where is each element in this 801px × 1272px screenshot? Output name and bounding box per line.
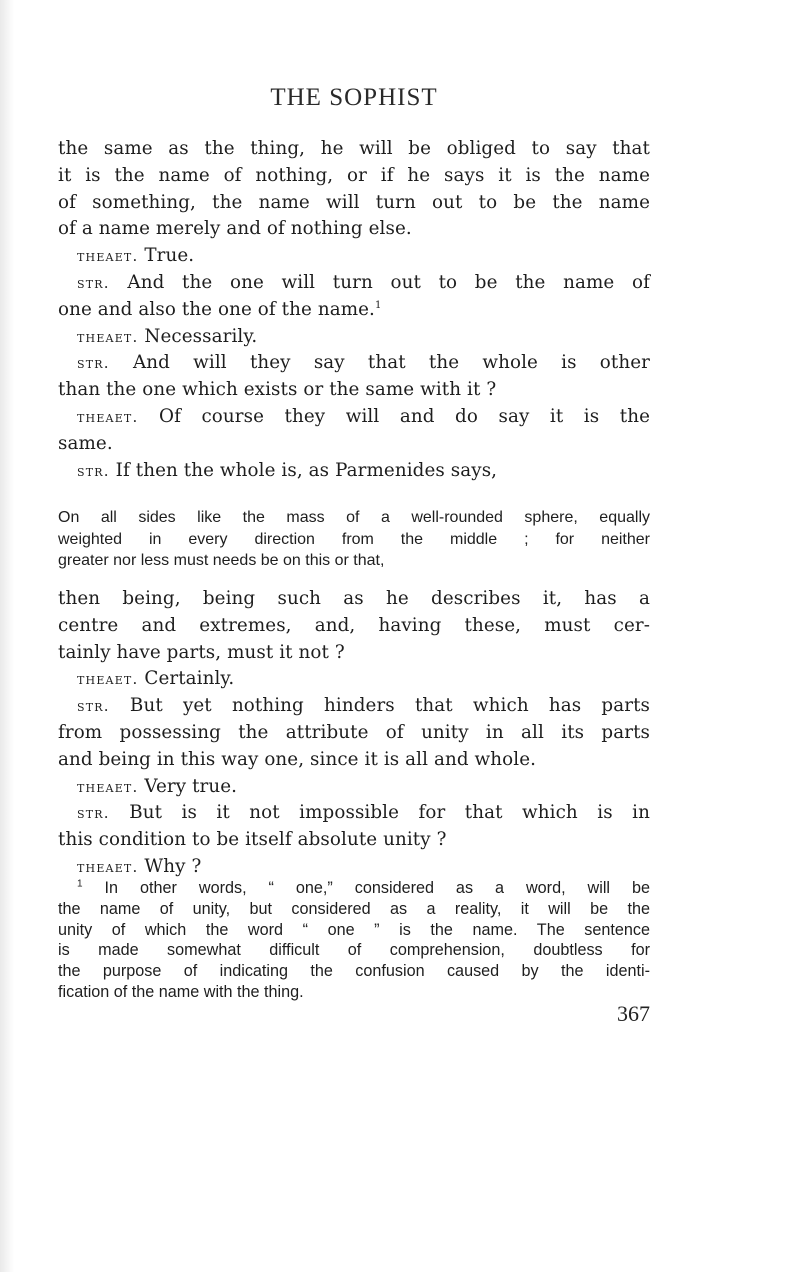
dialogue-line: [58, 747, 650, 774]
speaker-label: str.: [77, 354, 110, 373]
dialogue-line: [58, 243, 650, 270]
speech-text: But yet nothing hinders that which has parts: [129, 695, 650, 717]
dialogue-line: [58, 666, 650, 693]
speech-text: Certainly.: [144, 668, 235, 690]
text-line: the same as the thing, he will be obliged to say that: [58, 138, 650, 159]
main-text-block-continued: [58, 586, 650, 881]
dialogue-line: [58, 827, 650, 854]
dialogue-line: [58, 800, 650, 827]
running-head: THE SOPHIST: [270, 84, 438, 111]
speech-text: same.: [58, 432, 113, 454]
dialogue-line: [58, 854, 650, 881]
page-spine-shadow: [0, 0, 14, 1272]
verse-quotation: [58, 507, 650, 572]
speaker-label: theaet.: [77, 407, 139, 426]
footnote-line: the purpose of indicating the confusion caused by the identi-: [58, 962, 650, 981]
speaker-label: theaet.: [77, 857, 139, 876]
speech-text: than the one which exists or the same with it ?: [58, 379, 497, 401]
speech-text: But is it not impossible for that which is in: [129, 802, 650, 824]
footnote-line: fication of the name with the thing.: [58, 982, 304, 1001]
speech-text: and being in this way one, since it is all and whole.: [58, 748, 537, 770]
text-line: then being, being such as he describes it, has a: [58, 588, 650, 609]
quote-line: weighted in every direction from the middle ; for neither: [58, 530, 650, 548]
speaker-label: theaet.: [77, 670, 139, 689]
dialogue-line: [58, 270, 650, 297]
text-line: of something, the name will turn out to be the name: [58, 191, 650, 213]
quote-block: [58, 507, 650, 572]
text-line: centre and extremes, and, having these, must cer-: [58, 614, 650, 636]
dialogue-line: [58, 458, 650, 485]
dialogue-line: [58, 350, 650, 377]
speaker-label: str.: [77, 697, 110, 716]
speaker-label: theaet.: [77, 327, 139, 346]
quote-line: greater nor less must needs be on this or that,: [58, 552, 385, 569]
footnote: [58, 878, 650, 1003]
speech-text: Of course they will and do say it is the: [158, 405, 650, 427]
quote-line: On all sides like the mass of a well-rounded sphere, equally: [58, 509, 650, 526]
footnote-number: 1: [77, 878, 83, 890]
speech-text: Very true.: [144, 775, 238, 797]
speech-text: And the one will turn out to be the name of: [127, 271, 650, 293]
speech-text: Necessarily.: [144, 325, 258, 347]
speech-text: If then the whole is, as Parmenides says,: [115, 459, 498, 481]
main-text-block: [58, 136, 650, 484]
footnote-mark: 1: [374, 299, 382, 311]
speech-text: one and also the one of the name.: [58, 298, 375, 320]
text-line: tainly have parts, must it not ?: [58, 641, 345, 663]
dialogue-line: [58, 404, 650, 431]
footnote-line: the name of unity, but considered as a reality, it will be the: [58, 899, 650, 918]
dialogue-line: [58, 324, 650, 351]
speech-text: Why ?: [144, 855, 202, 877]
speaker-label: theaet.: [77, 247, 139, 266]
dialogue-line: [58, 693, 650, 720]
dialogue-line: [58, 297, 650, 324]
dialogue-line: [58, 377, 650, 404]
footnote-line: is made somewhat difficult of comprehension, doubtless for: [58, 941, 650, 960]
speaker-label: str.: [77, 804, 110, 823]
dialogue-line: [58, 774, 650, 801]
text-line: of a name merely and of nothing else.: [58, 218, 412, 240]
speaker-label: str.: [77, 461, 110, 480]
speaker-label: theaet.: [77, 777, 139, 796]
text-line: it is the name of nothing, or if he says it is the name: [58, 164, 650, 186]
speech-text: And will they say that the whole is other: [132, 352, 650, 374]
speaker-label: str.: [77, 273, 110, 292]
page-number: 367: [617, 1001, 650, 1026]
footnote-line: unity of which the word “ one ” is the name. The sentence: [58, 920, 650, 939]
dialogue-line: [58, 720, 650, 747]
speech-text: True.: [144, 245, 195, 267]
footnote-line: $^1$ In other words, “ one,” considered as a word, will be: [77, 878, 650, 897]
speech-text: from possessing the attribute of unity in all its parts: [58, 721, 650, 743]
speech-text: this condition to be itself absolute unity ?: [58, 829, 447, 851]
dialogue-line: [58, 431, 650, 458]
